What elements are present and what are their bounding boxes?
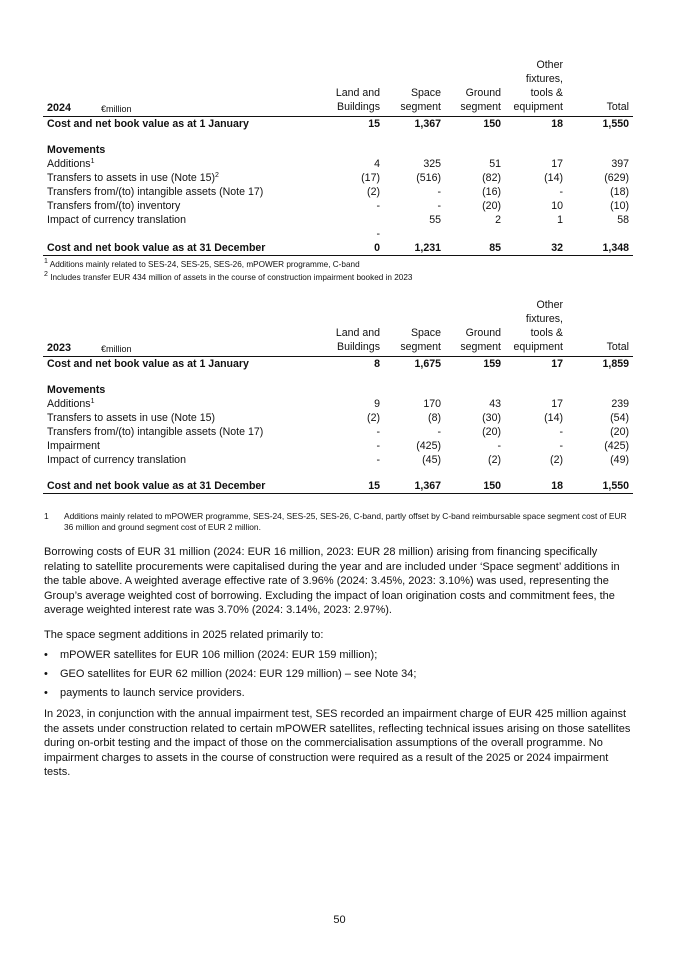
footnote-1-2024: $^1$ Additions mainly related to SES-24, SES-25, SES-26, mPOWER programme, C-band — [44, 258, 360, 269]
table-row — [43, 439, 633, 453]
row-label: Cost and net book value as at 31 December — [47, 242, 266, 254]
cell: 1,550 — [602, 480, 629, 492]
table-unit: €million — [101, 104, 132, 114]
cell: 9 — [374, 398, 380, 410]
cell: - — [437, 186, 441, 198]
borrowing-costs-paragraph: Borrowing costs of EUR 31 million (2024: EUR 16 million, 2023: EUR 28 million) arising from financing specifically relating to satellite procurements were capitalised during the year and are included under ‘Space segment’ additions in the table above. A weighted average effective rate of 3.96% (2024: 3.45%, 2023: 3.10%) was used, representing the Group’s average weighted cost of borrowing. Excluding the impact of loan origination costs and commitment fees, the average weighted interest rate was 3.70% (2024: 3.14%, 2023: 2.97%). — [44, 546, 620, 616]
cell: 1,367 — [414, 480, 441, 492]
table-header — [43, 58, 633, 117]
table-body — [43, 157, 633, 241]
cell: (2) — [488, 454, 501, 466]
col-header-other: Other fixtures, tools & equipment — [513, 299, 563, 353]
cell: (20) — [610, 426, 629, 438]
cell: - — [376, 454, 380, 466]
row-label: Cost and net book value as at 1 January — [47, 358, 249, 370]
bullet-icon: • — [44, 668, 48, 680]
col-header-land: Land and Buildings — [335, 327, 380, 353]
table-row — [43, 213, 633, 227]
row-label: Cost and net book value as at 31 December — [47, 480, 266, 492]
cell: (2) — [367, 412, 380, 424]
table-2024 — [43, 58, 633, 256]
bullet-icon: • — [44, 649, 48, 661]
space-segment-bullets — [44, 648, 634, 705]
table-row — [43, 199, 633, 213]
cell: (629) — [604, 172, 629, 184]
cell: 4 — [374, 158, 380, 170]
cell: (10) — [610, 200, 629, 212]
cell: 18 — [551, 480, 563, 492]
cell: - — [376, 426, 380, 438]
table-row — [43, 411, 633, 425]
cell: 1 — [557, 214, 563, 226]
table-row — [43, 227, 633, 241]
cell: (45) — [422, 454, 441, 466]
cell: 1,231 — [414, 242, 441, 254]
cell: 58 — [617, 214, 629, 226]
list-item: • mPOWER satellites for EUR 106 million (2024: EUR 159 million); — [44, 649, 378, 661]
row-label: Transfers from/(to) intangible assets (Note 17) — [47, 426, 264, 438]
row-label: Cost and net book value as at 1 January — [47, 118, 249, 130]
cell: 159 — [483, 358, 501, 370]
movements-heading: Movements — [47, 384, 106, 396]
page-number: 50 — [333, 914, 346, 926]
table-2023 — [43, 298, 633, 494]
cell: (20) — [482, 200, 501, 212]
cell: 17 — [551, 398, 563, 410]
table-unit: €million — [101, 344, 132, 354]
footnote-1-2023: 1 Additions mainly related to mPOWER programme, SES-24, SES-25, SES-26, C-band, partly offset by C-band reimbursable space segment cost of EUR 36 million and ground segment cost of EUR 2 million. — [44, 511, 627, 532]
cell: (17) — [361, 172, 380, 184]
cell: - — [559, 426, 563, 438]
cell: (20) — [482, 426, 501, 438]
cell: 0 — [374, 242, 380, 254]
cell: 1,859 — [602, 358, 629, 370]
col-header-total: Total — [606, 341, 629, 353]
cell: 15 — [368, 480, 380, 492]
cell: 170 — [423, 398, 441, 410]
cell: 1,675 — [414, 358, 441, 370]
cell: 1,367 — [414, 118, 441, 130]
cell: (30) — [482, 412, 501, 424]
row-label: Impact of currency translation — [47, 214, 186, 226]
cell: (2) — [550, 454, 563, 466]
cell: 15 — [368, 118, 380, 130]
cell: (516) — [416, 172, 441, 184]
table-row-closing — [43, 241, 633, 256]
col-header-total: Total — [606, 101, 629, 113]
cell: (54) — [610, 412, 629, 424]
col-header-space: Space segment — [400, 327, 441, 353]
cell: - — [497, 440, 501, 452]
row-label: Additions$^1$ — [47, 398, 95, 410]
cell: - — [559, 186, 563, 198]
cell: 85 — [489, 242, 501, 254]
col-header-ground: Ground segment — [460, 327, 501, 353]
cell: 150 — [483, 118, 501, 130]
cell: (2) — [367, 186, 380, 198]
cell: - — [376, 440, 380, 452]
cell: (425) — [416, 440, 441, 452]
table-year: 2023 — [47, 342, 72, 354]
bullet-icon: • — [44, 687, 48, 699]
cell: (82) — [482, 172, 501, 184]
cell: (16) — [482, 186, 501, 198]
row-label: Additions$^1$ — [47, 158, 95, 170]
col-header-space: Space segment — [400, 87, 441, 113]
cell: (8) — [428, 412, 441, 424]
table-row — [43, 185, 633, 199]
list-item: • GEO satellites for EUR 62 million (2024: EUR 129 million) – see Note 34; — [44, 668, 417, 680]
cell: - — [437, 200, 441, 212]
row-label: Transfers to assets in use (Note 15)$^2$ — [47, 172, 219, 184]
cell: 55 — [429, 214, 441, 226]
table-row — [43, 453, 633, 467]
cell: - — [559, 440, 563, 452]
cell: - — [437, 426, 441, 438]
col-header-land: Land and Buildings — [335, 87, 380, 113]
cell: 2 — [495, 214, 501, 226]
cell: (18) — [610, 186, 629, 198]
col-header-other: Other fixtures, tools & equipment — [513, 59, 563, 113]
cell: 17 — [551, 358, 563, 370]
table-row — [43, 425, 633, 439]
cell: 32 — [551, 242, 563, 254]
table-row — [43, 157, 633, 171]
cell: (49) — [610, 454, 629, 466]
row-label: Transfers from/(to) inventory — [47, 200, 181, 212]
cell: - — [376, 228, 380, 240]
cell: 325 — [423, 158, 441, 170]
table-row-closing — [43, 479, 633, 494]
cell: 397 — [611, 158, 629, 170]
cell: (14) — [544, 412, 563, 424]
cell: 43 — [489, 398, 501, 410]
table-header — [43, 298, 633, 357]
table-row — [43, 397, 633, 411]
impairment-paragraph: In 2023, in conjunction with the annual impairment test, SES recorded an impairment charge of EUR 425 million against the assets under construction related to certain mPOWER satellites, reflecting technical issues arising on those satellites during on-orbit testing and the impact of those on the commercialisation assumptions of the overall programme. No impairment charges to assets in the course of construction were required as a result of the 2025 or 2024 impairment tests. — [44, 708, 631, 778]
cell: 1,550 — [602, 118, 629, 130]
cell: - — [376, 200, 380, 212]
row-label: Transfers to assets in use (Note 15) — [47, 412, 215, 424]
table-year: 2024 — [47, 102, 72, 114]
footnote-2-2024: $^2$ Includes transfer EUR 434 million of assets in the course of construction impairment booked in 2023 — [44, 271, 413, 282]
cell: (425) — [604, 440, 629, 452]
space-segment-intro: The space segment additions in 2025 related primarily to: — [44, 629, 324, 641]
table-body — [43, 397, 633, 467]
row-label: Impact of currency translation — [47, 454, 186, 466]
cell: (14) — [544, 172, 563, 184]
row-label: Transfers from/(to) intangible assets (Note 17) — [47, 186, 264, 198]
cell: 239 — [611, 398, 629, 410]
table-row-opening — [43, 117, 633, 131]
table-row — [43, 171, 633, 185]
cell: 1,348 — [602, 242, 629, 254]
cell: 10 — [551, 200, 563, 212]
row-label: Impairment — [47, 440, 100, 452]
table-row-opening — [43, 357, 633, 371]
cell: 17 — [551, 158, 563, 170]
cell: 51 — [489, 158, 501, 170]
cell: 150 — [483, 480, 501, 492]
cell: 18 — [551, 118, 563, 130]
movements-heading: Movements — [47, 144, 106, 156]
col-header-ground: Ground segment — [460, 87, 501, 113]
cell: 8 — [374, 358, 380, 370]
list-item: • payments to launch service providers. — [44, 687, 245, 699]
